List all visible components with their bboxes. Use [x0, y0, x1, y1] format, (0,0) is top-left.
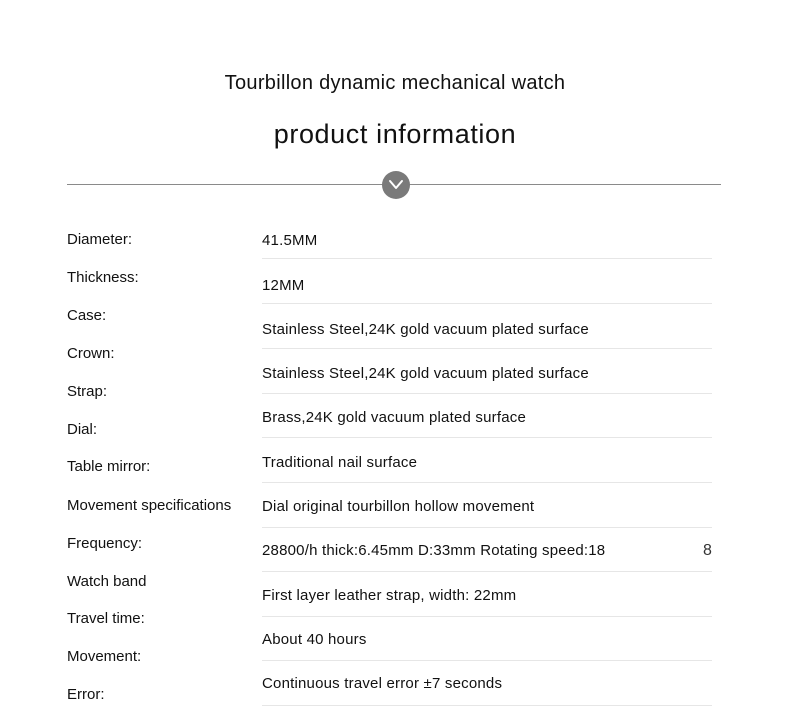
label-case: Case: — [67, 307, 107, 324]
value-dial: Brass,24K gold vacuum plated surface — [262, 409, 527, 426]
label-table-mirror: Table mirror: — [67, 458, 151, 475]
page-subtitle: product information — [273, 119, 517, 149]
value-frequency: 28800/h thick:6.45mm D:33mm Rotating speed:18 — [262, 542, 606, 559]
value-watch-band: First layer leather strap, width: 22mm — [262, 587, 517, 604]
value-table-mirror: Traditional nail surface — [262, 454, 418, 471]
value-thickness: 12MM — [262, 277, 305, 294]
stray-glyph: 8 — [703, 542, 712, 559]
row-separator — [262, 660, 712, 661]
row-separator — [262, 571, 712, 572]
value-crown: Stainless Steel,24K gold vacuum plated surface — [262, 365, 589, 382]
row-separator — [262, 258, 712, 259]
value-case: Stainless Steel,24K gold vacuum plated surface — [262, 321, 589, 338]
row-separator — [262, 437, 712, 438]
label-movement-specifications: Movement specifications — [67, 497, 232, 514]
label-strap: Strap: — [67, 383, 108, 400]
label-thickness: Thickness: — [67, 269, 139, 286]
row-separator — [262, 616, 712, 617]
label-frequency: Frequency: — [67, 535, 143, 552]
value-travel-time: About 40 hours — [262, 631, 367, 648]
value-error: Continuous travel error ±7 seconds — [262, 675, 503, 692]
row-separator — [262, 348, 712, 349]
label-watch-band: Watch band — [67, 573, 147, 590]
chevron-down-icon — [388, 179, 404, 191]
label-travel-time: Travel time: — [67, 610, 145, 627]
row-separator — [262, 482, 712, 483]
row-separator — [262, 393, 712, 394]
label-diameter: Diameter: — [67, 231, 133, 248]
page-title: Tourbillon dynamic mechanical watch — [224, 72, 566, 94]
row-separator — [262, 527, 712, 528]
label-error: Error: — [67, 686, 105, 703]
value-diameter: 41.5MM — [262, 232, 318, 249]
row-separator — [262, 705, 712, 706]
row-separator — [262, 303, 712, 304]
divider-badge — [382, 171, 410, 199]
value-movement-specifications: Dial original tourbillon hollow movement — [262, 498, 535, 515]
label-crown: Crown: — [67, 345, 115, 362]
label-dial: Dial: — [67, 421, 98, 438]
label-movement: Movement: — [67, 648, 142, 665]
